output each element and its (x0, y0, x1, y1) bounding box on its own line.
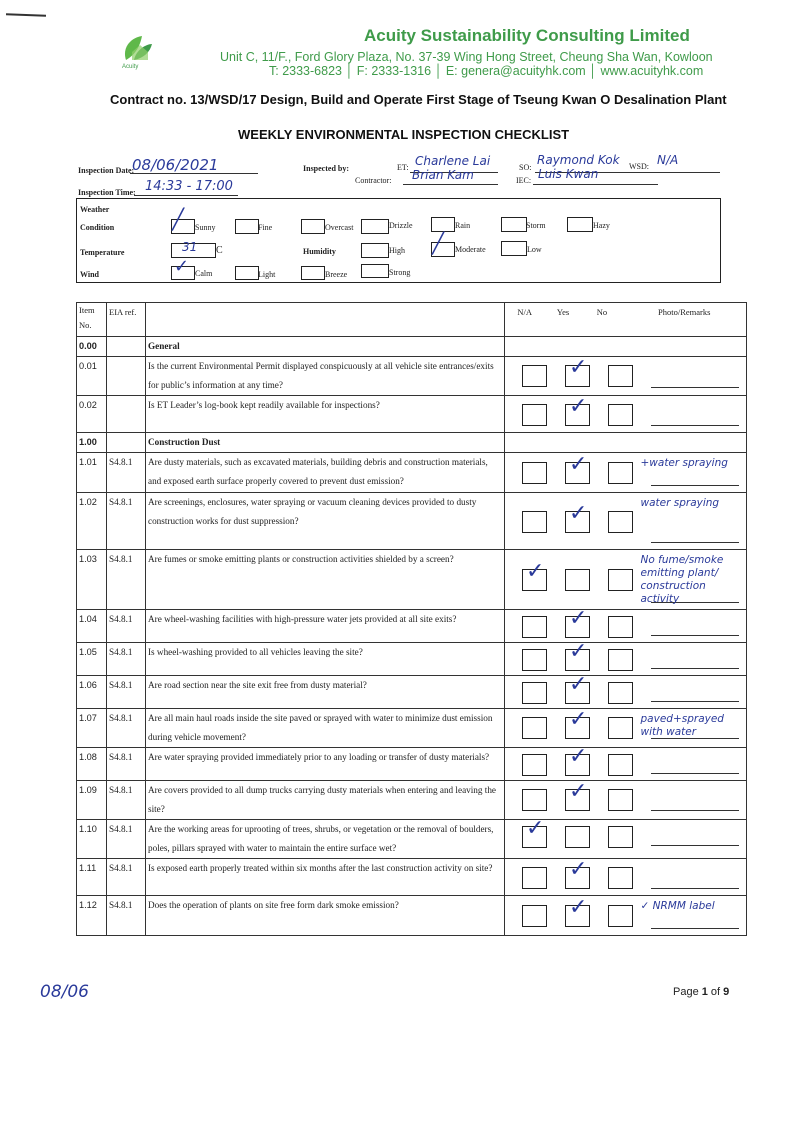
answer-yes-checkbox[interactable] (565, 355, 590, 387)
check-mark-icon: ✓ (174, 256, 190, 277)
answer-yes-checkbox[interactable] (565, 826, 590, 848)
header-yes: Yes (545, 303, 582, 337)
check-mark-icon: ✓ (526, 816, 545, 841)
et-value[interactable]: Charlene Lai (415, 154, 491, 168)
table-row (77, 820, 747, 859)
item-question: Does the operation of plants on site free form dark smoke emission? (146, 896, 505, 936)
answer-na-checkbox[interactable] (522, 404, 547, 426)
inspected-by-label: Inspected by: (303, 164, 350, 173)
item-number: 1.06 (77, 676, 107, 709)
answer-na-checkbox[interactable] (522, 559, 547, 591)
answer-na-checkbox[interactable] (522, 511, 547, 533)
table-row (77, 396, 747, 433)
answer-na-checkbox[interactable] (522, 867, 547, 889)
item-question: Are fumes or smoke emitting plants or construction activities shielded by a screen? (146, 550, 505, 610)
wind-light-checkbox[interactable] (235, 266, 259, 280)
answer-yes-checkbox[interactable] (565, 856, 590, 889)
eia-ref: S4.8.1 (107, 748, 146, 781)
wind-label: Wind (80, 270, 99, 279)
humidity-high-checkbox[interactable] (361, 243, 389, 258)
date-label: Inspection Date: (78, 166, 135, 175)
eia-ref: S4.8.1 (107, 610, 146, 643)
table-row (77, 493, 747, 550)
section-heading-row (77, 337, 747, 357)
temperature-value: 31 (182, 240, 198, 254)
item-number: 1.02 (77, 493, 107, 550)
check-mark-icon: ✓ (569, 606, 588, 631)
checklist-table (76, 302, 747, 936)
condition-option-hazy: Hazy (593, 221, 610, 230)
header-item: Item No. (77, 303, 107, 337)
temperature-unit: C (216, 245, 223, 256)
check-mark-icon: ╱ (432, 231, 445, 255)
item-number: 1.09 (77, 781, 107, 820)
item-number: 1.08 (77, 748, 107, 781)
item-number: 1.00 (77, 433, 107, 453)
answer-na-checkbox[interactable] (522, 365, 547, 387)
handwritten-date: 08/06 (40, 982, 89, 1002)
check-mark-icon: ✓ (569, 778, 588, 804)
eia-ref (107, 433, 146, 453)
page-number: Page 1 of 9 (673, 986, 730, 998)
item-number: 1.07 (77, 709, 107, 748)
eia-ref: S4.8.1 (107, 896, 146, 936)
time-label: Inspection Time: (78, 188, 136, 197)
check-mark-icon: ✓ (569, 706, 588, 732)
wind-strong-checkbox[interactable] (361, 264, 389, 278)
wsd-value[interactable]: N/A (657, 153, 679, 167)
remark-text: water spraying (640, 497, 720, 509)
wind-breeze-checkbox[interactable] (301, 266, 325, 280)
table-row (77, 748, 747, 781)
remark-text: paved+sprayed with water (640, 713, 724, 738)
section-title: Construction Dust (146, 433, 505, 453)
table-row (77, 453, 747, 493)
item-number: 1.10 (77, 820, 107, 859)
item-number: 0.00 (77, 337, 107, 357)
check-mark-icon: ✓ (569, 895, 588, 920)
section-title: General (146, 337, 505, 357)
condition-option-drizzle: Drizzle (389, 221, 413, 230)
item-number: 1.03 (77, 550, 107, 610)
table-row (77, 709, 747, 748)
check-mark-icon: ✓ (569, 744, 588, 769)
item-number: 1.05 (77, 643, 107, 676)
condition-option-storm: Storm (526, 221, 546, 230)
eia-ref: S4.8.1 (107, 676, 146, 709)
header-remarks: Photo/Remarks (623, 303, 747, 337)
condition-option-sunny: Sunny (195, 223, 216, 232)
answer-na-checkbox[interactable] (522, 754, 547, 776)
remark-text: No fume/smoke emitting plant/ construction activity (640, 554, 724, 605)
table-row (77, 896, 747, 936)
answer-yes-checkbox[interactable] (565, 639, 590, 671)
check-mark-icon: ✓ (569, 672, 588, 697)
answer-na-checkbox[interactable] (522, 789, 547, 811)
table-row (77, 550, 747, 610)
company-logo (118, 30, 158, 74)
table-header-row (77, 303, 747, 337)
answer-yes-checkbox[interactable] (565, 500, 590, 533)
check-mark-icon: ╱ (172, 207, 185, 231)
item-question: Are wheel-washing facilities with high-pressure water jets provided at all site exits? (146, 610, 505, 643)
humidity-option-high: High (389, 246, 405, 255)
contractor-value[interactable]: Brian Kam (412, 168, 474, 182)
remark-text: +water spraying (640, 457, 728, 469)
answer-yes-checkbox[interactable] (565, 606, 590, 638)
item-question: Are the working areas for uprooting of trees, shrubs, or vegetation or the removal of boulders, poles, pillars sprayed with water to maintain the entire surface wet? (146, 820, 505, 859)
humidity-option-low: Low (527, 245, 542, 254)
section-heading-row (77, 433, 747, 453)
item-question: Are water spraying provided immediately prior to any loading or transfer of dusty materials? (146, 748, 505, 781)
condition-rain-checkbox[interactable] (431, 217, 455, 232)
item-number: 0.01 (77, 357, 107, 396)
eia-ref: S4.8.1 (107, 453, 146, 493)
remark-text: ✓ NRMM label (640, 900, 715, 912)
corner-mark (6, 13, 46, 16)
answer-yes-checkbox[interactable] (565, 744, 590, 776)
humidity-option-moderate: Moderate (455, 245, 486, 254)
table-row (77, 676, 747, 709)
answer-na-checkbox[interactable] (522, 616, 547, 638)
item-number: 1.11 (77, 859, 107, 896)
humidity-low-checkbox[interactable] (501, 241, 527, 256)
et-label: ET: (397, 163, 409, 172)
contractor-label: Contractor: (355, 176, 392, 185)
item-number: 0.02 (77, 396, 107, 433)
weather-heading: Weather (80, 205, 110, 214)
eia-ref: S4.8.1 (107, 643, 146, 676)
iec-label: IEC: (516, 176, 532, 185)
answer-yes-checkbox[interactable] (565, 706, 590, 739)
answer-yes-checkbox[interactable] (565, 569, 590, 591)
table-row (77, 610, 747, 643)
check-mark-icon: ✓ (569, 856, 588, 882)
temperature-label: Temperature (80, 248, 125, 257)
humidity-label: Humidity (303, 247, 336, 256)
wind-option-breeze: Breeze (325, 270, 348, 279)
item-question: Is exposed earth properly treated within six months after the last construction activity on site? (146, 859, 505, 896)
item-question: Are road section near the site exit free from dusty material? (146, 676, 505, 709)
answer-na-checkbox[interactable] (522, 649, 547, 671)
company-name: Acuity Sustainability Consulting Limited (364, 26, 690, 45)
check-mark-icon: ✓ (569, 500, 588, 526)
condition-storm-checkbox[interactable] (501, 217, 527, 232)
condition-option-overcast: Overcast (325, 223, 354, 232)
company-contact: T: 2333-6823 │ F: 2333-1316 │ E: genera@acuityhk.com │ www.acuityhk.com (269, 64, 704, 78)
table-row (77, 781, 747, 820)
answer-yes-checkbox[interactable] (565, 393, 590, 426)
answer-na-checkbox[interactable] (522, 462, 547, 484)
check-mark-icon: ✓ (569, 452, 588, 477)
item-question: Is the current Environmental Permit displayed conspicuously at all vehicle site entrances/exits for public’s information at any time? (146, 357, 505, 396)
company-address: Unit C, 11/F., Ford Glory Plaza, No. 37-39 Wing Hong Street, Cheung Sha Wan, Kowloon (220, 50, 713, 64)
answer-yes-checkbox[interactable] (565, 672, 590, 704)
so-value[interactable]: Raymond Kok (537, 153, 620, 167)
answer-na-checkbox[interactable] (522, 717, 547, 739)
item-question: Are covers provided to all dump trucks carrying dusty materials when entering and leaving the site? (146, 781, 505, 820)
check-mark-icon: ✓ (569, 355, 588, 380)
item-question: Is wheel-washing provided to all vehicles leaving the site? (146, 643, 505, 676)
so-label: SO: (519, 163, 532, 172)
check-mark-icon: ✓ (569, 639, 588, 664)
item-number: 1.01 (77, 453, 107, 493)
item-question: Are dusty materials, such as excavated materials, building debris and construction materials, and exposed earth surface properly covered to prevent dust emission? (146, 453, 505, 493)
item-number: 1.04 (77, 610, 107, 643)
check-mark-icon: ✓ (526, 559, 545, 584)
answer-yes-checkbox[interactable] (565, 778, 590, 811)
header-no: No (582, 303, 623, 337)
item-question: Are screenings, enclosures, water spraying or vacuum cleaning devices provided to dusty construction works for dust suppression? (146, 493, 505, 550)
eia-ref (107, 337, 146, 357)
wind-option-calm: Calm (195, 269, 213, 278)
eia-ref (107, 396, 146, 433)
condition-option-fine: Fine (258, 223, 273, 232)
header-na: N/A (505, 303, 545, 337)
eia-ref: S4.8.1 (107, 709, 146, 748)
eia-ref: S4.8.1 (107, 550, 146, 610)
condition-label: Condition (80, 223, 115, 232)
answer-yes-checkbox[interactable] (565, 895, 590, 927)
answer-na-checkbox[interactable] (522, 905, 547, 927)
item-question: Are all main haul roads inside the site paved or sprayed with water to minimize dust emission during vehicle movement? (146, 709, 505, 748)
condition-drizzle-checkbox[interactable] (361, 219, 389, 234)
contract-title: Contract no. 13/WSD/17 Design, Build and Operate First Stage of Tseung Kwan O Desalination Plant (110, 92, 727, 107)
item-question: Is ET Leader’s log-book kept readily available for inspections? (146, 396, 505, 433)
answer-na-checkbox[interactable] (522, 682, 547, 704)
condition-hazy-checkbox[interactable] (567, 217, 593, 232)
check-mark-icon: ✓ (569, 393, 588, 419)
checklist-title: WEEKLY ENVIRONMENTAL INSPECTION CHECKLIST (238, 127, 570, 142)
wind-option-light: Light (258, 270, 276, 279)
eia-ref: S4.8.1 (107, 820, 146, 859)
table-row (77, 643, 747, 676)
condition-fine-checkbox[interactable] (235, 219, 259, 234)
condition-overcast-checkbox[interactable] (301, 219, 325, 234)
time-value[interactable]: 14:33 - 17:00 (145, 179, 233, 194)
eia-ref: S4.8.1 (107, 493, 146, 550)
wsd-label: WSD: (629, 162, 649, 171)
condition-option-rain: Rain (455, 221, 471, 230)
answer-yes-checkbox[interactable] (565, 452, 590, 484)
table-row (77, 357, 747, 396)
logo-text: Acuity (122, 64, 139, 70)
wind-option-strong: Strong (389, 268, 411, 277)
eia-ref: S4.8.1 (107, 781, 146, 820)
eia-ref (107, 357, 146, 396)
table-row (77, 859, 747, 896)
date-value[interactable]: 08/06/2021 (132, 156, 219, 174)
header-eia: EIA ref. (107, 303, 146, 337)
item-number: 1.12 (77, 896, 107, 936)
answer-na-checkbox[interactable] (522, 816, 547, 848)
iec-value[interactable]: Luis Kwan (538, 167, 599, 181)
eia-ref: S4.8.1 (107, 859, 146, 896)
